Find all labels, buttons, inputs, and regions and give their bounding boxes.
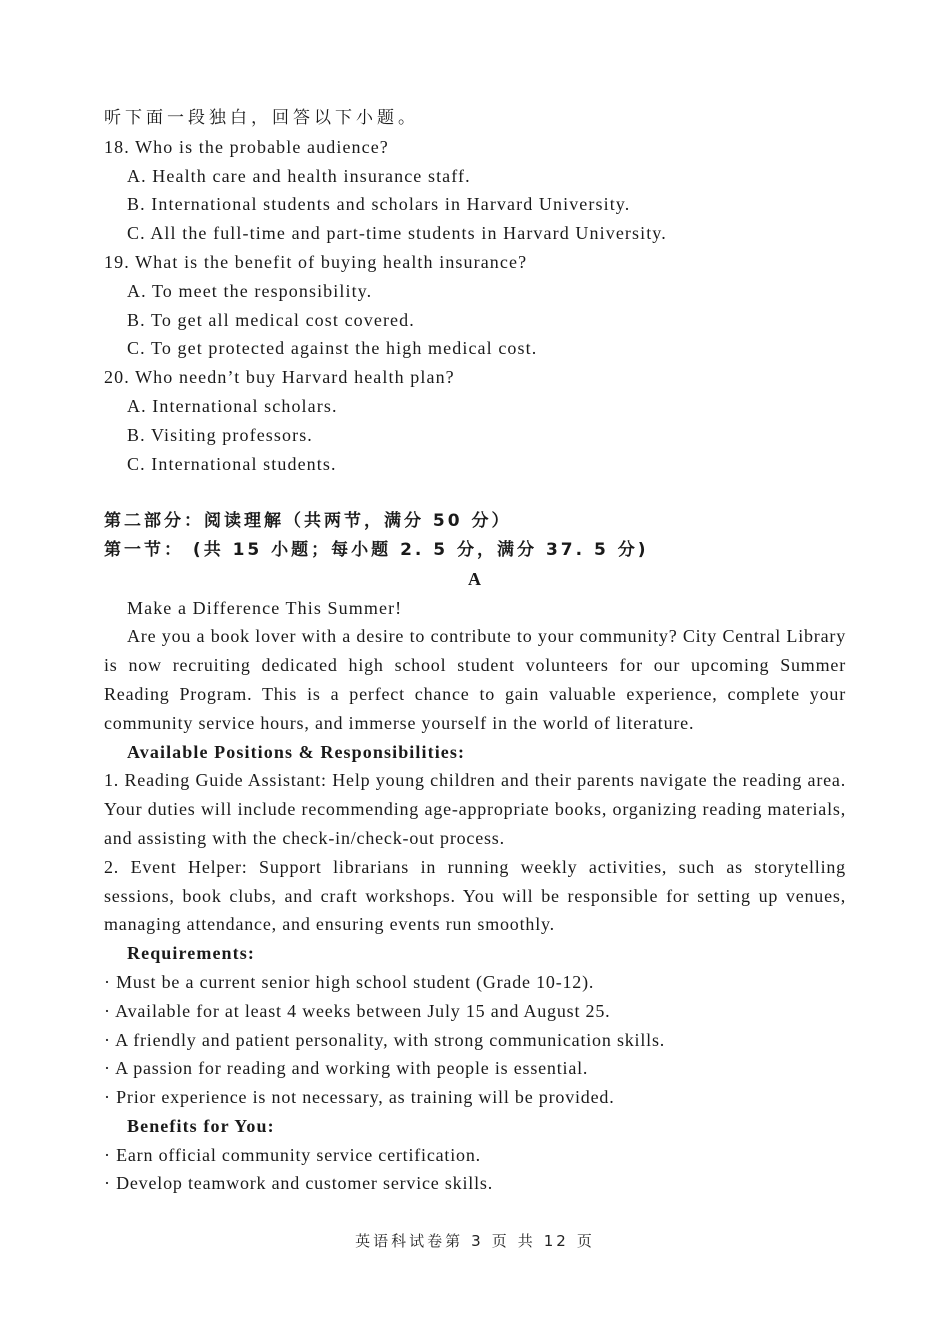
option-20-b: B. Visiting professors. (127, 424, 313, 445)
option-18-c: C. All the full-time and part-time students in Harvard University. (127, 223, 667, 244)
option-19-b: B. To get all medical cost covered. (127, 309, 415, 330)
question-19 (104, 248, 846, 277)
page-footer (0, 1230, 950, 1251)
spacer (104, 478, 846, 507)
question-text: What is the benefit of buying health insurance? (135, 251, 528, 272)
listening-instruction: 听下面一段独白，回答以下小题。 (104, 108, 419, 128)
positions-heading: Available Positions & Responsibilities: (127, 741, 466, 762)
requirement-item: · Prior experience is not necessary, as training will be provided. (104, 1087, 615, 1108)
question-text: Who needn’t buy Harvard health plan? (135, 367, 455, 388)
option-20-a: A. International scholars. (127, 395, 338, 416)
question-number: 18. (104, 136, 130, 157)
passage-title: Make a Difference This Summer! (127, 597, 403, 618)
option-18-b: B. International students and scholars in Harvard University. (127, 194, 631, 215)
position-2: 2. Event Helper: Support librarians in running weekly activities, such as storytelling sessions, book clubs, and craft workshops. You will be responsible for setting up venues, managing attendance, and ensuring events run smoothly. (104, 856, 846, 935)
question-18 (104, 133, 846, 162)
question-number: 20. (104, 367, 130, 388)
part-heading: 第二部分：阅读理解（共两节，满分 50 分） (104, 511, 512, 532)
requirement-item: · Must be a current senior high school student (Grade 10-12). (104, 971, 595, 992)
passage-label: A (467, 568, 483, 589)
option-19-a: A. To meet the responsibility. (127, 280, 373, 301)
benefit-item: · Earn official community service certification. (104, 1144, 481, 1165)
option-18-a: A. Health care and health insurance staff. (127, 165, 471, 186)
question-number: 19. (104, 251, 130, 272)
footer-page-number: 3 (471, 1232, 484, 1250)
footer-total-unit: 页 (576, 1232, 595, 1250)
option-20-c: C. International students. (127, 453, 337, 474)
requirement-item: · A friendly and patient personality, with strong communication skills. (104, 1029, 666, 1050)
section-heading: 第一节： (共 15 小题；每小题 2. 5 分，满分 37. 5 分) (104, 539, 649, 560)
benefits-heading: Benefits for You: (127, 1115, 275, 1136)
question-20 (104, 363, 846, 392)
question-text: Who is the probable audience? (135, 136, 389, 157)
intro-text: Are you a book lover with a desire to contribute to your community? City Central Library is now recruiting dedicated high school student volunteers for our upcoming Summer Reading Program. This is a perfect chance to gain valuable experience, complete your community service hours, and immerse yourself in the world of literature. (104, 626, 846, 733)
requirement-item: · Available for at least 4 weeks between July 15 and August 25. (104, 1000, 611, 1021)
passage-intro (104, 622, 846, 737)
footer-total-pages: 12 (543, 1232, 569, 1250)
requirement-item: · A passion for reading and working with people is essential. (104, 1058, 589, 1079)
option-19-c: C. To get protected against the high medical cost. (127, 338, 538, 359)
benefit-item: · Develop teamwork and customer service skills. (104, 1173, 493, 1194)
requirements-heading: Requirements: (127, 943, 255, 964)
footer-total-label: 共 (517, 1232, 536, 1250)
footer-subject: 英语科试卷第 (355, 1232, 464, 1250)
footer-page-unit: 页 (491, 1232, 510, 1250)
position-1: 1. Reading Guide Assistant: Help young children and their parents navigate the reading area. Your duties will include recommending age-appropriate books, organizing reading materials, and assisting with the check-in/check-out process. (104, 770, 846, 848)
exam-page (104, 104, 846, 1198)
